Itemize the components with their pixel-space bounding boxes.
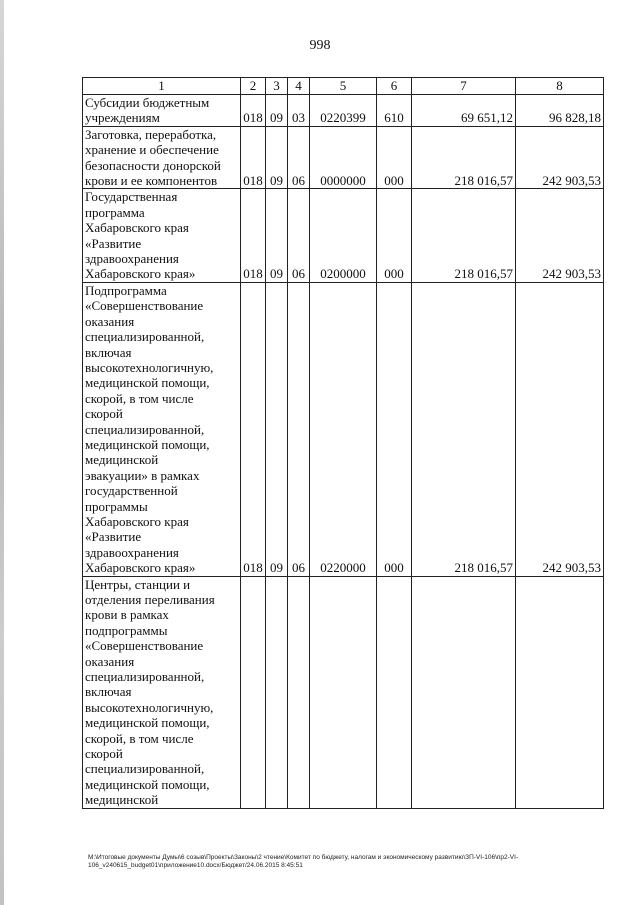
section-code-cell: 09 bbox=[266, 282, 288, 576]
footer-line: 106_v240615_budget01\приложение10.docx/Бюджет/24.06.2015 8:45:51 bbox=[88, 862, 303, 869]
row-name-line: отделения переливания bbox=[85, 592, 215, 607]
row-name-line: скорой bbox=[85, 746, 123, 762]
row-name-line: медицинской bbox=[85, 452, 159, 468]
row-name-line: Заготовка, переработка, bbox=[85, 126, 217, 142]
row-name-line: подпрограммы bbox=[85, 622, 168, 638]
row-name-line: Хабаровского края bbox=[85, 220, 189, 236]
section-code-cell: 09 bbox=[266, 126, 288, 189]
amount-2016-cell: 218 016,57 bbox=[412, 126, 516, 189]
row-name-cell bbox=[83, 576, 241, 808]
row-name-line: «Совершенствование bbox=[85, 298, 204, 314]
row-name-line: «Развитие bbox=[85, 529, 142, 545]
row-name-line: здравоохранения bbox=[85, 544, 179, 560]
footer-line: M:\Итоговые документы Думы\6 созыв\Проекты\Законы\2 чтение\Комитет по бюджету, налогам и экономическому развитию\ЗП-VI-106\пр2-VI- bbox=[88, 854, 519, 861]
row-name-line: медицинской помощи, bbox=[85, 375, 210, 391]
row-name-line: хранение и обеспечение bbox=[85, 142, 219, 158]
header-cell: 6 bbox=[377, 78, 412, 95]
ministry-code-cell bbox=[241, 576, 266, 808]
header-row bbox=[83, 78, 604, 95]
row-name-line: крови и ее компонентов bbox=[85, 173, 218, 189]
row-name-cell bbox=[83, 282, 241, 576]
row-name-line: скорой, в том числе bbox=[85, 390, 194, 406]
row-name-line: Государственная bbox=[85, 189, 178, 205]
subsection-code-cell: 06 bbox=[288, 282, 310, 576]
table-body bbox=[83, 95, 604, 809]
subsection-code-cell: 06 bbox=[288, 126, 310, 189]
row-name-line: включая bbox=[85, 344, 132, 360]
row-name-line: здравоохранения bbox=[85, 251, 179, 267]
subsection-code-cell bbox=[288, 576, 310, 808]
expense-type-cell: 000 bbox=[377, 189, 412, 282]
table-row bbox=[83, 126, 604, 189]
row-name-line: Субсидии бюджетным bbox=[85, 95, 210, 110]
header-cell: 3 bbox=[266, 78, 288, 95]
amount-2017-cell: 96 828,18 bbox=[516, 95, 604, 127]
ministry-code-cell: 018 bbox=[241, 126, 266, 189]
row-name-line: эвакуации» в рамках bbox=[85, 467, 200, 483]
section-code-cell: 09 bbox=[266, 189, 288, 282]
row-name-cell bbox=[83, 95, 241, 127]
amount-2016-cell: 218 016,57 bbox=[412, 189, 516, 282]
row-name-line: медицинской помощи, bbox=[85, 436, 210, 452]
page-number: 998 bbox=[309, 38, 331, 53]
target-article-cell bbox=[310, 576, 377, 808]
target-article-cell: 0220399 bbox=[310, 95, 377, 127]
row-name-line: включая bbox=[85, 684, 132, 700]
row-name-line: оказания bbox=[85, 653, 135, 669]
row-name-line: Центры, станции и bbox=[85, 576, 191, 592]
header-cell: 7 bbox=[412, 78, 516, 95]
target-article-cell: 0000000 bbox=[310, 126, 377, 189]
ministry-code-cell: 018 bbox=[241, 282, 266, 576]
amount-2017-cell bbox=[516, 576, 604, 808]
header-cell: 5 bbox=[310, 78, 377, 95]
row-name-line: государственной bbox=[85, 483, 178, 499]
budget-table bbox=[82, 77, 604, 809]
row-name-line: программы bbox=[85, 498, 148, 514]
subsection-code-cell: 06 bbox=[288, 189, 310, 282]
amount-2016-cell: 218 016,57 bbox=[412, 282, 516, 576]
target-article-cell: 0200000 bbox=[310, 189, 377, 282]
row-name-line: специализированной, bbox=[85, 761, 205, 777]
amount-2016-cell bbox=[412, 576, 516, 808]
expense-type-cell: 000 bbox=[377, 126, 412, 189]
amount-2017-cell: 242 903,53 bbox=[516, 126, 604, 189]
row-name-line: медицинской помощи, bbox=[85, 776, 210, 792]
expense-type-cell bbox=[377, 576, 412, 808]
ministry-code-cell: 018 bbox=[241, 95, 266, 127]
amount-2017-cell: 242 903,53 bbox=[516, 282, 604, 576]
table-row bbox=[83, 189, 604, 282]
table-row bbox=[83, 282, 604, 576]
row-name-line: специализированной, bbox=[85, 669, 205, 685]
section-code-cell: 09 bbox=[266, 95, 288, 127]
row-name-line: Хабаровского края bbox=[85, 513, 189, 529]
amount-2017-cell: 242 903,53 bbox=[516, 189, 604, 282]
header-cell: 4 bbox=[288, 78, 310, 95]
expense-type-cell: 000 bbox=[377, 282, 412, 576]
row-name-line: медицинской помощи, bbox=[85, 715, 210, 731]
amount-2016-cell: 69 651,12 bbox=[412, 95, 516, 127]
row-name-line: скорой bbox=[85, 406, 123, 422]
header-cell: 1 bbox=[83, 78, 241, 95]
row-name-line: специализированной, bbox=[85, 329, 205, 345]
row-name-line: оказания bbox=[85, 313, 135, 329]
row-name-line: «Совершенствование bbox=[85, 638, 204, 654]
row-name-line: программа bbox=[85, 204, 145, 220]
row-name-line: специализированной, bbox=[85, 421, 205, 437]
row-name-line: крови в рамках bbox=[85, 607, 169, 623]
row-name-cell bbox=[83, 126, 241, 189]
header-cell: 2 bbox=[241, 78, 266, 95]
expense-type-cell: 610 bbox=[377, 95, 412, 127]
section-code-cell bbox=[266, 576, 288, 808]
row-name-cell bbox=[83, 189, 241, 282]
row-name-line: медицинской bbox=[85, 792, 159, 808]
row-name-line: скорой, в том числе bbox=[85, 730, 194, 746]
table-row bbox=[83, 95, 604, 127]
row-name-line: Хабаровского края» bbox=[85, 560, 196, 576]
target-article-cell: 0220000 bbox=[310, 282, 377, 576]
header-cell: 8 bbox=[516, 78, 604, 95]
ministry-code-cell: 018 bbox=[241, 189, 266, 282]
scan-edge bbox=[0, 0, 4, 905]
file-path-footer bbox=[88, 854, 618, 870]
subsection-code-cell: 03 bbox=[288, 95, 310, 127]
row-name-line: «Развитие bbox=[85, 235, 142, 251]
row-name-line: Подпрограмма bbox=[85, 282, 167, 298]
row-name-line: учреждениям bbox=[85, 110, 160, 126]
table-row bbox=[83, 576, 604, 808]
row-name-line: Хабаровского края» bbox=[85, 266, 196, 282]
row-name-line: безопасности донорской bbox=[85, 157, 221, 173]
row-name-line: высокотехнологичную, bbox=[85, 359, 214, 375]
row-name-line: высокотехнологичную, bbox=[85, 699, 214, 715]
